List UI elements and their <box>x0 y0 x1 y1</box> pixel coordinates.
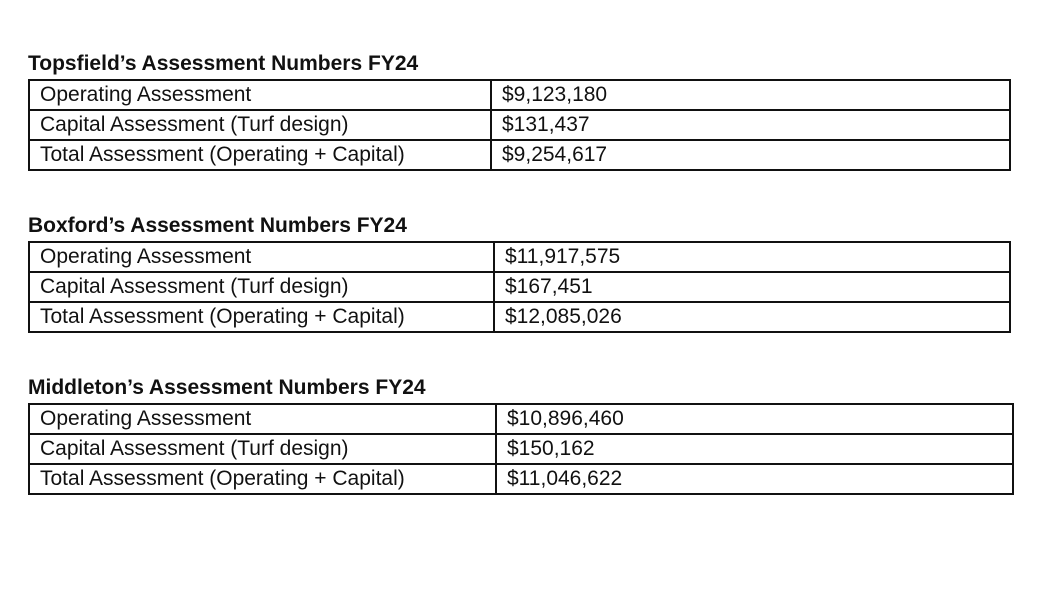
assessment-table <box>28 241 1011 333</box>
row-value: $11,917,575 <box>494 242 1010 272</box>
row-label: Operating Assessment <box>29 80 491 110</box>
row-value: $9,254,617 <box>491 140 1010 170</box>
row-value: $11,046,622 <box>496 464 1013 494</box>
table-row <box>29 242 1010 272</box>
middleton-assessment-section <box>28 376 1014 495</box>
table-row <box>29 140 1010 170</box>
row-label: Total Assessment (Operating + Capital) <box>29 464 496 494</box>
row-value: $12,085,026 <box>494 302 1010 332</box>
assessment-table <box>28 403 1014 495</box>
table-row <box>29 464 1013 494</box>
boxford-assessment-section <box>28 214 1011 333</box>
row-value: $10,896,460 <box>496 404 1013 434</box>
row-label: Operating Assessment <box>29 404 496 434</box>
row-label: Operating Assessment <box>29 242 494 272</box>
section-title: Middleton’s Assessment Numbers FY24 <box>28 376 426 399</box>
row-value: $131,437 <box>491 110 1010 140</box>
table-row <box>29 404 1013 434</box>
table-row <box>29 272 1010 302</box>
topsfield-assessment-section <box>28 52 1011 171</box>
row-label: Total Assessment (Operating + Capital) <box>29 140 491 170</box>
section-title: Boxford’s Assessment Numbers FY24 <box>28 214 407 237</box>
row-label: Capital Assessment (Turf design) <box>29 434 496 464</box>
row-label: Capital Assessment (Turf design) <box>29 272 494 302</box>
row-value: $167,451 <box>494 272 1010 302</box>
table-row <box>29 110 1010 140</box>
row-label: Capital Assessment (Turf design) <box>29 110 491 140</box>
row-value: $150,162 <box>496 434 1013 464</box>
row-label: Total Assessment (Operating + Capital) <box>29 302 494 332</box>
table-row <box>29 302 1010 332</box>
assessment-table <box>28 79 1011 171</box>
table-row <box>29 80 1010 110</box>
section-title: Topsfield’s Assessment Numbers FY24 <box>28 52 419 75</box>
row-value: $9,123,180 <box>491 80 1010 110</box>
table-row <box>29 434 1013 464</box>
